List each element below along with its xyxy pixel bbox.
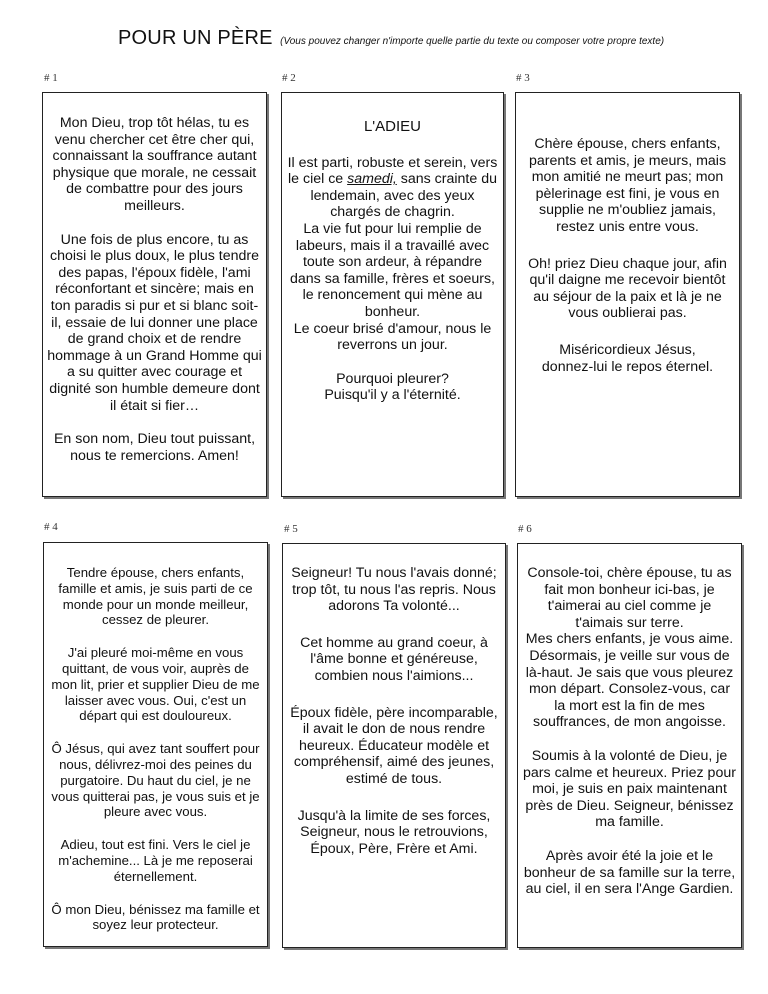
card-3[interactable]	[515, 92, 740, 497]
card-3-paragraph: Oh! priez Dieu chaque jour, afin qu'il daigne me recevoir bientôt au séjour de la paix et là je ne vous oublierai pas.	[528, 255, 727, 322]
card-5-paragraph: Cet homme au grand coeur, à l'âme bonne et généreuse, combien nous l'aimions...	[300, 634, 488, 684]
card-number-2: # 2	[282, 72, 296, 84]
card-2-paragraph: La vie fut pour lui remplie de labeurs, mais il a travaillé avec toute son ardeur, à répandre dans sa famille, frères et soeurs, le renoncement qui mène au bonheur.	[289, 220, 496, 320]
card-6[interactable]	[517, 543, 742, 948]
card-2-paragraph: Le coeur brisé d'amour, nous le reverrons un jour.	[293, 320, 492, 354]
card-5-paragraph: Jusqu'à la limite de ses forces, Seigneur, nous le retrouvions, Époux, Père, Frère et Ami.	[297, 807, 491, 857]
card-4-paragraph: J'ai pleuré moi-même en vous quittant, de vous voir, auprès de mon lit, prier et supplier Dieu de me laisser avec vous. Oui, c'est un départ qui est douloureux.	[51, 645, 260, 724]
card-2-paragraph: Pourquoi pleurer? Puisqu'il y a l'éternité.	[324, 370, 461, 404]
page-title: POUR UN PÈRE	[118, 27, 273, 49]
page-subtitle: (Vous pouvez changer n'importe quelle partie du texte ou composer votre propre texte)	[280, 36, 665, 47]
card-5-paragraph: Seigneur! Tu nous l'avais donné; trop tôt, tu nous l'as repris. Nous adorons Ta volonté...	[291, 565, 497, 615]
card-2-emphasis: samedi,	[347, 171, 397, 188]
card-4-paragraph: Tendre épouse, chers enfants, famille et amis, je suis parti de ce monde pour un monde meilleur, cessez de pleurer.	[58, 565, 253, 628]
card-1-paragraph: Mon Dieu, trop tôt hélas, tu es venu chercher cet être cher qui, connaissant la souffrance autant physique que morale, ne cessait de combattre pour des jours meilleurs.	[52, 115, 257, 214]
card-4-paragraph: Ô Jésus, qui avez tant souffert pour nous, délivrez-moi des peines du purgatoire. Du haut du ciel, je ne vous quitterai pas, je vous suis et je pleure avec vous.	[51, 741, 260, 820]
card-2-title: L'ADIEU	[363, 118, 422, 135]
card-6-paragraph: Soumis à la volonté de Dieu, je pars calme et heureux. Priez pour moi, je suis en paix maintenant près de Dieu. Seigneur, bénissez ma famille.	[523, 747, 736, 831]
card-5-paragraph: Époux fidèle, père incomparable, il avait le don de nous rendre heureux. Éducateur modèle et compréhensif, aimé des jeunes, estimé de tous.	[290, 704, 498, 787]
card-number-3: # 3	[516, 72, 530, 84]
card-number-5: # 5	[284, 523, 298, 535]
card-number-6: # 6	[518, 523, 532, 535]
card-3-paragraph: Miséricordieux Jésus, donnez-lui le repos éternel.	[541, 341, 714, 375]
card-6-paragraph: Mes chers enfants, je vous aime. Désormais, je veille sur vous de là-haut. Je sais que vous pleurez mon départ. Consolez-vous, car la mort est la fin de mes souffrances, de mon angoisse.	[525, 631, 734, 731]
card-4-paragraph: Ô mon Dieu, bénissez ma famille et soyez leur protecteur.	[51, 901, 260, 933]
page-header	[118, 27, 758, 50]
card-2-paragraph: Il est parti, robuste et serein, vers le ciel ce samedi, sans crainte du lendemain, avec des yeux chargés de chagrin.	[287, 154, 498, 221]
card-3-paragraph: Chère épouse, chers enfants, parents et amis, je meurs, mais mon amitié ne meurt pas; mon pèlerinage est fini, je vous en supplie ne m'oubliez jamais, restez unis entre vous.	[528, 136, 727, 235]
card-1-paragraph: Une fois de plus encore, tu as choisi le plus doux, le plus tendre des papas, l'époux fidèle, l'ami réconfortant et sincère; mais en ton paradis si pur et si blanc soit-il, essaie de lui donner une place de grand choix et de rendre hommage à un Grand Homme qui a su quitter avec courage et dignité son humble demeure dont il était si fier…	[47, 231, 262, 414]
card-6-paragraph: Console-toi, chère épouse, tu as fait mon bonheur ici-bas, je t'aimerai au ciel comme je t'aimais sur terre.	[527, 565, 732, 631]
card-1-paragraph: En son nom, Dieu tout puissant, nous te remercions. Amen!	[53, 431, 256, 464]
card-4-paragraph: Adieu, tout est fini. Vers le ciel je m'achemine... Là je me reposerai éternellement.	[58, 837, 253, 884]
card-4[interactable]	[43, 542, 268, 947]
card-number-4: # 4	[44, 521, 58, 533]
card-1[interactable]	[42, 92, 267, 497]
card-6-paragraph: Après avoir été la joie et le bonheur de sa famille sur la terre, au ciel, il en sera l'Ange Gardien.	[523, 847, 736, 898]
card-5[interactable]	[282, 543, 506, 948]
card-number-1: # 1	[44, 72, 58, 84]
card-2[interactable]	[281, 92, 504, 497]
